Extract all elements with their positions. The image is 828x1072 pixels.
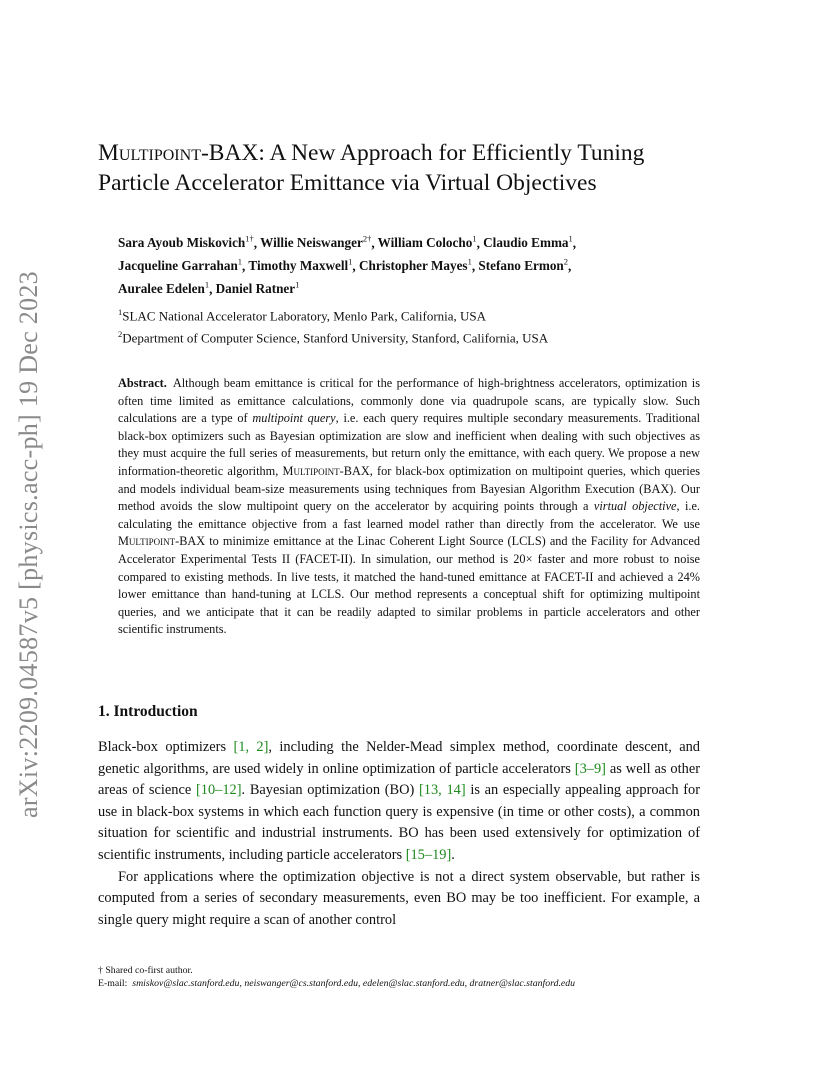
author: Jacqueline Garrahan$^1$ <box>118 256 243 274</box>
citation-link[interactable]: [3–9] <box>574 760 606 777</box>
author-list: Sara Ayoub Miskovich$^{1\dagger}$, Willie Neiswanger$^{2\dagger}$, William Colocho$^1$, Claudio Emma$^1$, Jacqueline Garrahan$^1$, Timothy Maxwell$^1$, Christopher Mayes$^1$, Stefano Ermon$^2$, Auralee Edelen$^1$, Daniel Ratner$^1$ <box>118 234 577 297</box>
method-name: Multipoint <box>282 463 340 478</box>
author: Sara Ayoub Miskovich$^{1\dagger}$ <box>118 234 254 251</box>
abstract: Abstract. Although beam emittance is critical for the performance of high-brightness accelerators, optimization is often time limited as emittance calculations, commonly done via quadrupole scans, are typically slow. Such calculations are a type of multipoint query, i.e. each query requires multiple secondary measurements. Traditional black-box optimizers such as Bayesian optimization are slow and inefficient when dealing with such objectives as they must acquire the full series of measurements, but return only the emittance, with each query. We propose a new information-theoretic algorithm, Multipoint-BAX, for black-box optimization on multipoint queries, which queries and models individual beam-size measurements using techniques from Bayesian Algorithm Execution (BAX). Our method avoids the slow multipoint query on the accelerator by acquiring points through a virtual objective, i.e. calculating the emittance objective from a fast learned model rather than directly from the accelerator. We use Multipoint-BAX to minimize emittance at the Linac Coherent Light Source (LCLS) and the Facility for Advanced Accelerator Experimental Tests II (FACET-II). In simulation, our method is 20× faster and more robust to noise compared to existing methods. In live tests, it matched the hand-tuned emittance at FACET-II and achieved a 24% lower emittance than hand-tuning at LCLS. Our method represents a conceptual shift for optimizing multipoint queries, and we anticipate that it can be readily adapted to similar problems in particle accelerators and other scientific instruments. <box>118 376 701 637</box>
title-line1-rest: -BAX: A New Approach for Efficiently Tuning <box>200 140 645 166</box>
title-line2: Particle Accelerator Emittance via Virtual Objectives <box>98 170 597 196</box>
section-heading: 1. Introduction <box>98 703 198 720</box>
citation-link[interactable]: [1, 2] <box>233 739 269 755</box>
emphasis: virtual objective <box>593 499 677 514</box>
affiliations <box>118 303 718 348</box>
intro-body <box>98 737 700 931</box>
author: Auralee Edelen$^1$ <box>118 279 210 297</box>
arxiv-side-stamp: arXiv:2209.04587v5 [physics.acc-ph] 19 Dec 2023 <box>14 271 43 818</box>
affiliation-2: $^2$Department of Computer Science, Stanford University, Stanford, California, USA <box>118 329 549 346</box>
abstract-label: Abstract. <box>118 376 167 390</box>
author: Timothy Maxwell$^1$ <box>248 256 353 274</box>
footnote-dagger: † Shared co-first author. <box>98 965 193 976</box>
affiliation-1: $^1$SLAC National Accelerator Laboratory, Menlo Park, California, USA <box>118 307 487 324</box>
emphasis: multipoint query <box>252 411 336 426</box>
author: Christopher Mayes$^1$ <box>359 256 472 274</box>
footnotes <box>98 964 718 990</box>
citation-link[interactable]: [10–12] <box>195 782 242 799</box>
citation-link[interactable]: [15–19] <box>405 846 452 863</box>
title-small-caps: Multipoint <box>98 140 201 166</box>
footnote-emails: E-mail: smiskov@slac.stanford.edu, neiswanger@cs.stanford.edu, edelen@slac.stanford.edu, dratner@slac.stanford.edu <box>98 978 576 989</box>
author: Claudio Emma$^1$ <box>483 234 573 251</box>
author: Stefano Ermon$^2$ <box>478 256 569 274</box>
author: Willie Neiswanger$^{2\dagger}$ <box>260 234 372 251</box>
paragraph: Black-box optimizers [1, 2], including the Nelder-Mead simplex method, coordinate descent, and genetic algorithms, are used widely in online optimization of particle accelerators [3–9] as well as other areas of science [10–12]. Bayesian optimization (BO) [13, 14] is an especially appealing approach for use in black-box systems in which each function query is expensive (in time or other costs), a common situation for scientific and industrial instruments. BO has been used extensively for optimization of scientific instruments, including particle accelerators [15–19]. <box>98 739 700 863</box>
author: Daniel Ratner$^1$ <box>215 279 300 297</box>
paper-title <box>98 138 738 198</box>
method-name: Multipoint <box>118 534 176 549</box>
paragraph: For applications where the optimization objective is not a direct system observable, but rather is computed from a series of secondary measurements, even BO may be too inefficient. For example, a single query might require a scan of another control <box>98 868 700 928</box>
author: William Colocho$^1$ <box>377 234 477 251</box>
citation-link[interactable]: [13, 14] <box>418 782 466 799</box>
